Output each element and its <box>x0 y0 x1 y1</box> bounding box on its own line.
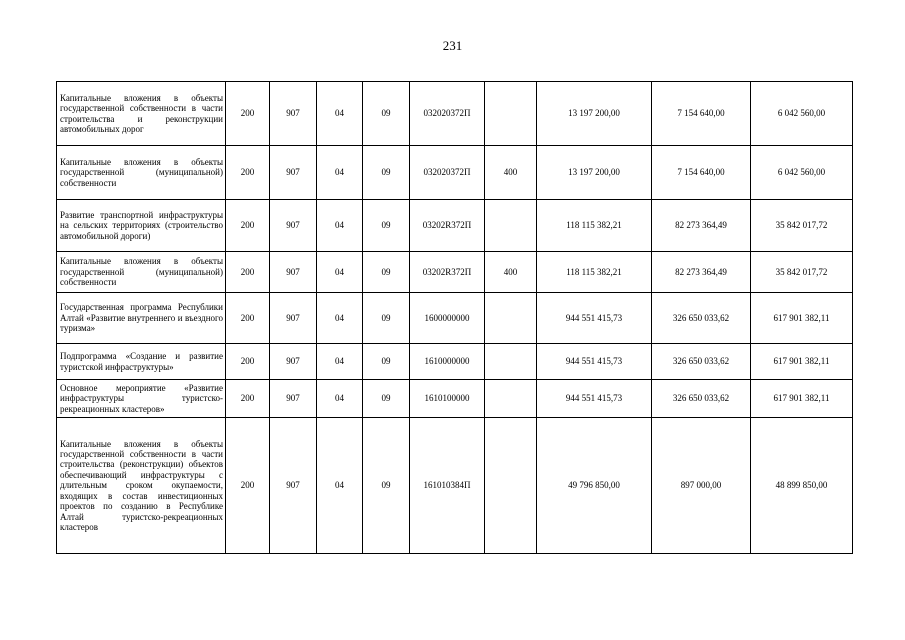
cell-target-code: 1600000000 <box>410 293 485 344</box>
cell-expense-type: 400 <box>485 146 537 200</box>
cell-section: 04 <box>317 146 363 200</box>
cell-code-2: 907 <box>270 344 317 380</box>
table-row <box>57 146 853 200</box>
cell-subsection: 09 <box>363 293 410 344</box>
cell-code-2: 907 <box>270 252 317 293</box>
budget-table <box>56 81 853 554</box>
cell-subsection: 09 <box>363 146 410 200</box>
cell-amount-3: 35 842 017,72 <box>751 200 853 252</box>
cell-expense-type <box>485 293 537 344</box>
table-row <box>57 82 853 146</box>
cell-section: 04 <box>317 82 363 146</box>
cell-target-code: 1610000000 <box>410 344 485 380</box>
cell-code-1: 200 <box>226 82 270 146</box>
cell-code-1: 200 <box>226 146 270 200</box>
cell-amount-3: 48 899 850,00 <box>751 418 853 554</box>
row-name: Подпрограмма «Создание и развитие туристской инфраструктуры» <box>57 344 226 380</box>
cell-code-1: 200 <box>226 252 270 293</box>
cell-amount-1: 118 115 382,21 <box>537 200 652 252</box>
cell-expense-type <box>485 200 537 252</box>
cell-subsection: 09 <box>363 344 410 380</box>
cell-section: 04 <box>317 293 363 344</box>
cell-code-2: 907 <box>270 418 317 554</box>
cell-amount-3: 617 901 382,11 <box>751 344 853 380</box>
cell-section: 04 <box>317 252 363 293</box>
cell-expense-type <box>485 418 537 554</box>
table-row <box>57 293 853 344</box>
cell-target-code: 032020372П <box>410 146 485 200</box>
cell-amount-1: 944 551 415,73 <box>537 344 652 380</box>
cell-amount-2: 897 000,00 <box>652 418 751 554</box>
cell-amount-1: 13 197 200,00 <box>537 146 652 200</box>
row-name: Капитальные вложения в объекты государственной собственности в части строительства и реконструкции автомобильных дорог <box>57 82 226 146</box>
cell-target-code: 03202R372П <box>410 200 485 252</box>
cell-amount-2: 82 273 364,49 <box>652 200 751 252</box>
cell-amount-3: 6 042 560,00 <box>751 146 853 200</box>
cell-subsection: 09 <box>363 418 410 554</box>
cell-amount-1: 944 551 415,73 <box>537 380 652 418</box>
cell-amount-1: 944 551 415,73 <box>537 293 652 344</box>
cell-target-code: 032020372П <box>410 82 485 146</box>
cell-amount-2: 326 650 033,62 <box>652 344 751 380</box>
row-name: Капитальные вложения в объекты государственной (муниципальной) собственности <box>57 146 226 200</box>
cell-amount-1: 118 115 382,21 <box>537 252 652 293</box>
cell-target-code: 03202R372П <box>410 252 485 293</box>
cell-code-1: 200 <box>226 380 270 418</box>
cell-code-2: 907 <box>270 82 317 146</box>
cell-code-1: 200 <box>226 293 270 344</box>
table-row <box>57 418 853 554</box>
table-row <box>57 344 853 380</box>
cell-target-code: 1610100000 <box>410 380 485 418</box>
cell-expense-type <box>485 380 537 418</box>
cell-expense-type: 400 <box>485 252 537 293</box>
cell-amount-2: 326 650 033,62 <box>652 380 751 418</box>
cell-amount-2: 326 650 033,62 <box>652 293 751 344</box>
cell-code-1: 200 <box>226 418 270 554</box>
cell-amount-3: 35 842 017,72 <box>751 252 853 293</box>
cell-subsection: 09 <box>363 200 410 252</box>
cell-subsection: 09 <box>363 380 410 418</box>
cell-section: 04 <box>317 344 363 380</box>
cell-amount-1: 13 197 200,00 <box>537 82 652 146</box>
cell-amount-2: 7 154 640,00 <box>652 146 751 200</box>
cell-subsection: 09 <box>363 82 410 146</box>
cell-subsection: 09 <box>363 252 410 293</box>
cell-target-code: 161010384П <box>410 418 485 554</box>
cell-expense-type <box>485 344 537 380</box>
row-name: Государственная программа Республики Алтай «Развитие внутреннего и въездного туризма» <box>57 293 226 344</box>
cell-code-2: 907 <box>270 146 317 200</box>
row-name: Капитальные вложения в объекты государственной (муниципальной) собственности <box>57 252 226 293</box>
row-name: Основное мероприятие «Развитие инфраструктуры туристско-рекреационных кластеров» <box>57 380 226 418</box>
page-number: 231 <box>442 38 463 53</box>
cell-expense-type <box>485 82 537 146</box>
row-name: Капитальные вложения в объекты государственной собственности в части строительства (реконструкции) объектов обеспечивающий инфраструктуры с длительным сроком окупаемости, входящих в состав инвестиционных проектов по созданию в Республике Алтай туристско-рекреационных кластеров <box>57 418 226 554</box>
cell-code-2: 907 <box>270 380 317 418</box>
cell-code-1: 200 <box>226 344 270 380</box>
cell-code-1: 200 <box>226 200 270 252</box>
cell-amount-1: 49 796 850,00 <box>537 418 652 554</box>
table-row <box>57 200 853 252</box>
cell-section: 04 <box>317 380 363 418</box>
cell-section: 04 <box>317 200 363 252</box>
table-row <box>57 252 853 293</box>
table-row <box>57 380 853 418</box>
cell-amount-3: 617 901 382,11 <box>751 293 853 344</box>
row-name: Развитие транспортной инфраструктуры на сельских территориях (строительство автомобильной дороги) <box>57 200 226 252</box>
cell-amount-3: 617 901 382,11 <box>751 380 853 418</box>
cell-amount-2: 82 273 364,49 <box>652 252 751 293</box>
cell-amount-2: 7 154 640,00 <box>652 82 751 146</box>
cell-code-2: 907 <box>270 293 317 344</box>
cell-amount-3: 6 042 560,00 <box>751 82 853 146</box>
cell-code-2: 907 <box>270 200 317 252</box>
cell-section: 04 <box>317 418 363 554</box>
